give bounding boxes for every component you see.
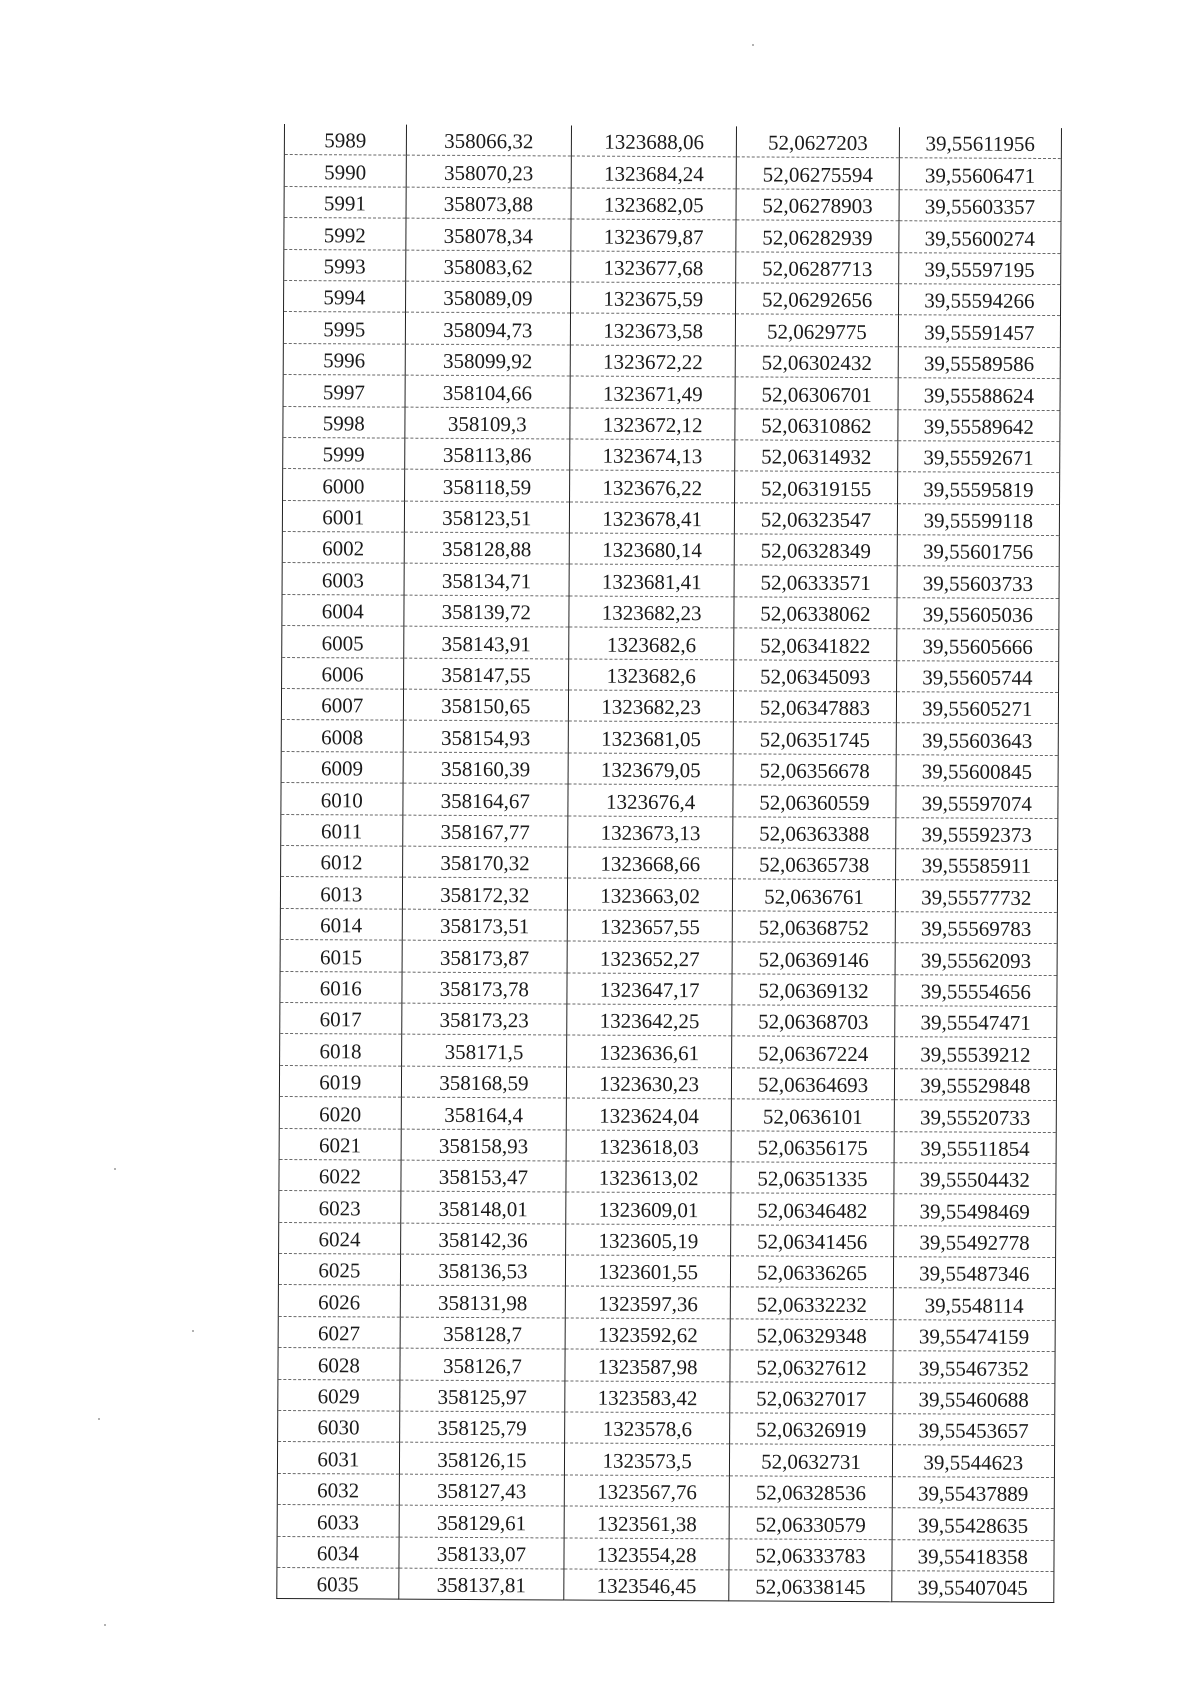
y-coordinate-cell: 1323681,41 (569, 564, 734, 596)
x-coordinate-cell: 358118,59 (404, 469, 569, 501)
table-row (277, 1536, 1054, 1571)
point-number-cell: 5991 (284, 186, 406, 218)
longitude-cell: 39,55487346 (893, 1257, 1055, 1289)
table-row (283, 469, 1060, 504)
scan-speck (98, 1418, 100, 1420)
latitude-cell: 52,06287713 (736, 251, 898, 283)
point-number-cell: 6002 (282, 532, 404, 564)
y-coordinate-cell: 1323605,19 (566, 1224, 731, 1256)
point-number-cell: 6006 (282, 657, 404, 689)
point-number-cell: 6026 (278, 1285, 400, 1317)
x-coordinate-cell: 358139,72 (404, 595, 569, 627)
point-number-cell: 6001 (282, 500, 404, 532)
longitude-cell: 39,55504432 (894, 1163, 1056, 1195)
table-row (284, 186, 1061, 221)
y-coordinate-cell: 1323652,27 (567, 941, 732, 973)
latitude-cell: 52,06327017 (730, 1381, 892, 1413)
y-coordinate-cell: 1323561,38 (564, 1506, 729, 1538)
point-number-cell: 6035 (277, 1567, 399, 1599)
longitude-cell: 39,55554656 (895, 974, 1057, 1006)
point-number-cell: 5996 (283, 343, 405, 375)
y-coordinate-cell: 1323678,41 (569, 502, 734, 534)
y-coordinate-cell: 1323684,24 (571, 156, 736, 188)
table-row (281, 814, 1058, 849)
y-coordinate-cell: 1323673,13 (568, 816, 733, 848)
y-coordinate-cell: 1323673,58 (570, 313, 735, 345)
table-row (277, 1505, 1054, 1540)
table-row (277, 1473, 1054, 1508)
latitude-cell: 52,0636101 (732, 1099, 894, 1131)
point-number-cell: 6022 (279, 1159, 401, 1191)
table-row (278, 1348, 1055, 1383)
x-coordinate-cell: 358128,88 (404, 532, 569, 564)
point-number-cell: 6009 (281, 751, 403, 783)
table-row (280, 1002, 1057, 1037)
point-number-cell: 6015 (280, 940, 402, 972)
y-coordinate-cell: 1323682,05 (571, 188, 736, 220)
x-coordinate-cell: 358066,32 (406, 125, 571, 157)
longitude-cell: 39,55498469 (893, 1194, 1055, 1226)
table-row (279, 1222, 1056, 1257)
table-row (279, 1159, 1056, 1194)
table-row (283, 406, 1060, 441)
point-number-cell: 6013 (280, 877, 402, 909)
table-row (281, 720, 1058, 755)
latitude-cell: 52,06347883 (734, 691, 896, 723)
latitude-cell: 52,06346482 (731, 1193, 893, 1225)
longitude-cell: 39,55592671 (897, 441, 1059, 473)
x-coordinate-cell: 358128,7 (400, 1317, 565, 1349)
y-coordinate-cell: 1323677,68 (571, 251, 736, 283)
y-coordinate-cell: 1323636,61 (567, 1035, 732, 1067)
latitude-cell: 52,06326919 (730, 1413, 892, 1445)
x-coordinate-cell: 358142,36 (400, 1223, 565, 1255)
longitude-cell: 39,55611956 (899, 127, 1061, 159)
longitude-cell: 39,55585911 (895, 849, 1057, 881)
latitude-cell: 52,06368752 (733, 911, 895, 943)
y-coordinate-cell: 1323613,02 (566, 1161, 731, 1193)
longitude-cell: 39,55437889 (892, 1476, 1054, 1508)
longitude-cell: 39,55599118 (897, 503, 1059, 535)
latitude-cell: 52,06356175 (731, 1130, 893, 1162)
longitude-cell: 39,55492778 (893, 1225, 1055, 1257)
longitude-cell: 39,55428635 (892, 1508, 1054, 1540)
x-coordinate-cell: 358168,59 (401, 1066, 566, 1098)
latitude-cell: 52,06333571 (734, 565, 896, 597)
y-coordinate-cell: 1323592,62 (565, 1318, 730, 1350)
longitude-cell: 39,55603357 (899, 190, 1061, 222)
x-coordinate-cell: 358094,73 (405, 312, 570, 344)
scan-speck (114, 1168, 116, 1170)
scan-speck (104, 1624, 106, 1626)
point-number-cell: 5990 (284, 155, 406, 187)
y-coordinate-cell: 1323642,25 (567, 1004, 732, 1036)
y-coordinate-cell: 1323688,06 (571, 126, 736, 158)
longitude-cell: 39,55606471 (899, 158, 1061, 190)
x-coordinate-cell: 358164,67 (403, 783, 568, 815)
point-number-cell: 6003 (282, 563, 404, 595)
point-number-cell: 6034 (277, 1536, 399, 1568)
latitude-cell: 52,0632731 (730, 1444, 892, 1476)
point-number-cell: 6024 (279, 1222, 401, 1254)
y-coordinate-cell: 1323668,66 (568, 847, 733, 879)
y-coordinate-cell: 1323682,23 (568, 690, 733, 722)
longitude-cell: 39,55562093 (895, 943, 1057, 975)
x-coordinate-cell: 358089,09 (405, 281, 570, 313)
longitude-cell: 39,55569783 (895, 911, 1057, 943)
longitude-cell: 39,55520733 (894, 1100, 1056, 1132)
y-coordinate-cell: 1323679,05 (568, 753, 733, 785)
x-coordinate-cell: 358109,3 (405, 407, 570, 439)
x-coordinate-cell: 358173,23 (401, 1003, 566, 1035)
table-row (278, 1316, 1055, 1351)
y-coordinate-cell: 1323567,76 (564, 1475, 729, 1507)
y-coordinate-cell: 1323573,5 (564, 1443, 729, 1475)
longitude-cell: 39,55605744 (896, 660, 1058, 692)
table-row (284, 155, 1061, 190)
table-row (283, 312, 1060, 347)
table-row (284, 280, 1061, 315)
table-row (280, 1034, 1057, 1069)
latitude-cell: 52,06306701 (735, 377, 897, 409)
latitude-cell: 52,06323547 (735, 503, 897, 535)
point-number-cell: 6029 (278, 1379, 400, 1411)
point-number-cell: 5989 (284, 124, 406, 156)
latitude-cell: 52,06332232 (731, 1287, 893, 1319)
y-coordinate-cell: 1323647,17 (567, 973, 732, 1005)
table-row (280, 908, 1057, 943)
x-coordinate-cell: 358172,32 (402, 878, 567, 910)
y-coordinate-cell: 1323679,87 (571, 219, 736, 251)
longitude-cell: 39,55597195 (898, 252, 1060, 284)
x-coordinate-cell: 358078,34 (406, 218, 571, 250)
point-number-cell: 5994 (284, 280, 406, 312)
point-number-cell: 6010 (281, 783, 403, 815)
x-coordinate-cell: 358154,93 (403, 721, 568, 753)
point-number-cell: 6025 (278, 1254, 400, 1286)
point-number-cell: 6031 (277, 1442, 399, 1474)
longitude-cell: 39,55595819 (897, 472, 1059, 504)
longitude-cell: 39,55597074 (896, 786, 1058, 818)
table-row (282, 500, 1059, 535)
table-row (277, 1442, 1054, 1477)
point-number-cell: 6023 (279, 1191, 401, 1223)
x-coordinate-cell: 358129,61 (399, 1505, 564, 1537)
point-number-cell: 6021 (279, 1128, 401, 1160)
y-coordinate-cell: 1323672,12 (570, 408, 735, 440)
table-row (282, 626, 1059, 661)
x-coordinate-cell: 358104,66 (405, 375, 570, 407)
x-coordinate-cell: 358127,43 (399, 1474, 564, 1506)
y-coordinate-cell: 1323583,42 (565, 1381, 730, 1413)
latitude-cell: 52,06338145 (729, 1570, 891, 1602)
y-coordinate-cell: 1323676,22 (570, 470, 735, 502)
longitude-cell: 39,55591457 (898, 315, 1060, 347)
x-coordinate-cell: 358148,01 (400, 1191, 565, 1223)
x-coordinate-cell: 358173,78 (402, 972, 567, 1004)
longitude-cell: 39,55453657 (892, 1414, 1054, 1446)
table-row (278, 1285, 1055, 1320)
table-row (284, 124, 1061, 159)
longitude-cell: 39,55589586 (898, 346, 1060, 378)
x-coordinate-cell: 358171,5 (401, 1034, 566, 1066)
longitude-cell: 39,55460688 (892, 1382, 1054, 1414)
point-number-cell: 5997 (283, 375, 405, 407)
table-row (278, 1411, 1055, 1446)
x-coordinate-cell: 358123,51 (404, 501, 569, 533)
latitude-cell: 52,06356678 (733, 754, 895, 786)
x-coordinate-cell: 358134,71 (404, 564, 569, 596)
table-row (279, 1191, 1056, 1226)
longitude-cell: 39,55511854 (894, 1131, 1056, 1163)
longitude-cell: 39,55539212 (894, 1037, 1056, 1069)
table-row (280, 877, 1057, 912)
x-coordinate-cell: 358173,51 (402, 909, 567, 941)
table-row (283, 343, 1060, 378)
longitude-cell: 39,55418358 (892, 1539, 1054, 1571)
x-coordinate-cell: 358133,07 (399, 1537, 564, 1569)
y-coordinate-cell: 1323554,28 (564, 1538, 729, 1570)
latitude-cell: 52,06278903 (736, 189, 898, 221)
y-coordinate-cell: 1323674,13 (570, 439, 735, 471)
latitude-cell: 52,06302432 (736, 346, 898, 378)
table-row (283, 437, 1060, 472)
point-number-cell: 6004 (282, 594, 404, 626)
table-row (283, 375, 1060, 410)
x-coordinate-cell: 358099,92 (405, 344, 570, 376)
table-row (284, 218, 1061, 253)
x-coordinate-cell: 358150,65 (403, 689, 568, 721)
y-coordinate-cell: 1323663,02 (567, 878, 732, 910)
y-coordinate-cell: 1323682,6 (569, 659, 734, 691)
x-coordinate-cell: 358126,15 (399, 1443, 564, 1475)
latitude-cell: 52,06275594 (737, 157, 899, 189)
longitude-cell: 39,55603643 (896, 723, 1058, 755)
point-number-cell: 6030 (278, 1411, 400, 1443)
table-row (280, 971, 1057, 1006)
x-coordinate-cell: 358125,97 (399, 1380, 564, 1412)
longitude-cell: 39,5548114 (893, 1288, 1055, 1320)
x-coordinate-cell: 358147,55 (403, 658, 568, 690)
point-number-cell: 5992 (284, 218, 406, 250)
longitude-cell: 39,55605036 (897, 598, 1059, 630)
x-coordinate-cell: 358170,32 (402, 846, 567, 878)
longitude-cell: 39,55474159 (893, 1320, 1055, 1352)
point-number-cell: 6008 (281, 720, 403, 752)
latitude-cell: 52,06341822 (734, 628, 896, 660)
y-coordinate-cell: 1323624,04 (566, 1098, 731, 1130)
y-coordinate-cell: 1323675,59 (571, 282, 736, 314)
longitude-cell: 39,55601756 (897, 535, 1059, 567)
x-coordinate-cell: 358136,53 (400, 1254, 565, 1286)
point-number-cell: 5998 (283, 406, 405, 438)
x-coordinate-cell: 358131,98 (400, 1286, 565, 1318)
latitude-cell: 52,06333783 (729, 1538, 891, 1570)
x-coordinate-cell: 358137,81 (398, 1568, 563, 1600)
latitude-cell: 52,0629775 (736, 314, 898, 346)
longitude-cell: 39,55605666 (896, 629, 1058, 661)
latitude-cell: 52,06369146 (732, 942, 894, 974)
x-coordinate-cell: 358126,7 (400, 1348, 565, 1380)
table-row (279, 1097, 1056, 1132)
x-coordinate-cell: 358164,4 (401, 1097, 566, 1129)
table-row (279, 1128, 1056, 1163)
table-row (281, 845, 1058, 880)
point-number-cell: 6033 (277, 1505, 399, 1537)
point-number-cell: 6014 (280, 908, 402, 940)
point-number-cell: 5993 (284, 249, 406, 281)
y-coordinate-cell: 1323597,36 (565, 1286, 730, 1318)
scan-speck (752, 44, 754, 46)
longitude-cell: 39,55407045 (891, 1571, 1053, 1603)
table-row (282, 594, 1059, 629)
y-coordinate-cell: 1323546,45 (564, 1569, 729, 1601)
latitude-cell: 52,06319155 (735, 471, 897, 503)
table-row (282, 563, 1059, 598)
point-number-cell: 6005 (282, 626, 404, 658)
latitude-cell: 52,06328349 (735, 534, 897, 566)
latitude-cell: 52,06351745 (734, 722, 896, 754)
table-row (280, 940, 1057, 975)
point-number-cell: 6011 (281, 814, 403, 846)
y-coordinate-cell: 1323618,03 (566, 1129, 731, 1161)
point-number-cell: 6018 (280, 1034, 402, 1066)
x-coordinate-cell: 358125,79 (399, 1411, 564, 1443)
scan-speck (192, 1330, 194, 1332)
x-coordinate-cell: 358113,86 (404, 438, 569, 470)
x-coordinate-cell: 358167,77 (402, 815, 567, 847)
y-coordinate-cell: 1323682,6 (569, 627, 734, 659)
table-row (278, 1379, 1055, 1414)
point-number-cell: 6012 (281, 845, 403, 877)
table-row (282, 532, 1059, 567)
point-number-cell: 5999 (283, 437, 405, 469)
table-row (278, 1254, 1055, 1289)
y-coordinate-cell: 1323676,4 (568, 784, 733, 816)
table-row (279, 1065, 1056, 1100)
table-row (284, 249, 1061, 284)
latitude-cell: 52,06369132 (732, 973, 894, 1005)
latitude-cell: 52,06327612 (730, 1350, 892, 1382)
point-number-cell: 6028 (278, 1348, 400, 1380)
point-number-cell: 6020 (279, 1097, 401, 1129)
point-number-cell: 5995 (283, 312, 405, 344)
longitude-cell: 39,55529848 (894, 1068, 1056, 1100)
point-number-cell: 6000 (283, 469, 405, 501)
y-coordinate-cell: 1323601,55 (565, 1255, 730, 1287)
latitude-cell: 52,06341456 (731, 1225, 893, 1257)
table-row (277, 1567, 1054, 1602)
latitude-cell: 52,06360559 (733, 785, 895, 817)
y-coordinate-cell: 1323681,05 (568, 721, 733, 753)
table-row (281, 751, 1058, 786)
y-coordinate-cell: 1323657,55 (567, 910, 732, 942)
latitude-cell: 52,06329348 (730, 1319, 892, 1351)
coordinates-table-body (277, 124, 1062, 1603)
x-coordinate-cell: 358153,47 (401, 1160, 566, 1192)
x-coordinate-cell: 358173,87 (402, 940, 567, 972)
point-number-cell: 6019 (279, 1065, 401, 1097)
point-number-cell: 6016 (280, 971, 402, 1003)
latitude-cell: 52,06314932 (735, 440, 897, 472)
longitude-cell: 39,55592373 (895, 817, 1057, 849)
latitude-cell: 52,06328536 (730, 1476, 892, 1508)
x-coordinate-cell: 358160,39 (403, 752, 568, 784)
latitude-cell: 52,06338062 (734, 597, 896, 629)
longitude-cell: 39,55600274 (899, 221, 1061, 253)
latitude-cell: 52,06345093 (734, 660, 896, 692)
x-coordinate-cell: 358070,23 (406, 156, 571, 188)
longitude-cell: 39,55577732 (895, 880, 1057, 912)
y-coordinate-cell: 1323680,14 (569, 533, 734, 565)
latitude-cell: 52,06282939 (736, 220, 898, 252)
latitude-cell: 52,06367224 (732, 1036, 894, 1068)
y-coordinate-cell: 1323682,23 (569, 596, 734, 628)
latitude-cell: 52,06363388 (733, 816, 895, 848)
latitude-cell: 52,0627203 (737, 126, 899, 158)
y-coordinate-cell: 1323672,22 (570, 345, 735, 377)
point-number-cell: 6017 (280, 1002, 402, 1034)
point-number-cell: 6007 (281, 689, 403, 721)
table-row (282, 657, 1059, 692)
table-row (281, 689, 1058, 724)
latitude-cell: 52,06365738 (733, 848, 895, 880)
longitude-cell: 39,55594266 (898, 284, 1060, 316)
y-coordinate-cell: 1323630,23 (566, 1067, 731, 1099)
y-coordinate-cell: 1323578,6 (565, 1412, 730, 1444)
point-number-cell: 6032 (277, 1473, 399, 1505)
coordinates-table (276, 124, 1062, 1603)
longitude-cell: 39,5544623 (892, 1445, 1054, 1477)
latitude-cell: 52,06351335 (731, 1162, 893, 1194)
latitude-cell: 52,06336265 (731, 1256, 893, 1288)
y-coordinate-cell: 1323671,49 (570, 376, 735, 408)
point-number-cell: 6027 (278, 1316, 400, 1348)
longitude-cell: 39,55467352 (893, 1351, 1055, 1383)
latitude-cell: 52,06368703 (732, 1005, 894, 1037)
latitude-cell: 52,0636761 (733, 879, 895, 911)
x-coordinate-cell: 358143,91 (403, 626, 568, 658)
longitude-cell: 39,55603733 (897, 566, 1059, 598)
table-row (281, 783, 1058, 818)
longitude-cell: 39,55588624 (898, 378, 1060, 410)
latitude-cell: 52,06292656 (736, 283, 898, 315)
y-coordinate-cell: 1323609,01 (566, 1192, 731, 1224)
latitude-cell: 52,06364693 (732, 1068, 894, 1100)
longitude-cell: 39,55600845 (896, 755, 1058, 787)
y-coordinate-cell: 1323587,98 (565, 1349, 730, 1381)
x-coordinate-cell: 358158,93 (401, 1129, 566, 1161)
x-coordinate-cell: 358083,62 (405, 250, 570, 282)
x-coordinate-cell: 358073,88 (406, 187, 571, 219)
longitude-cell: 39,55547471 (894, 1006, 1056, 1038)
longitude-cell: 39,55605271 (896, 692, 1058, 724)
latitude-cell: 52,06310862 (735, 408, 897, 440)
longitude-cell: 39,55589642 (898, 409, 1060, 441)
latitude-cell: 52,06330579 (729, 1507, 891, 1539)
